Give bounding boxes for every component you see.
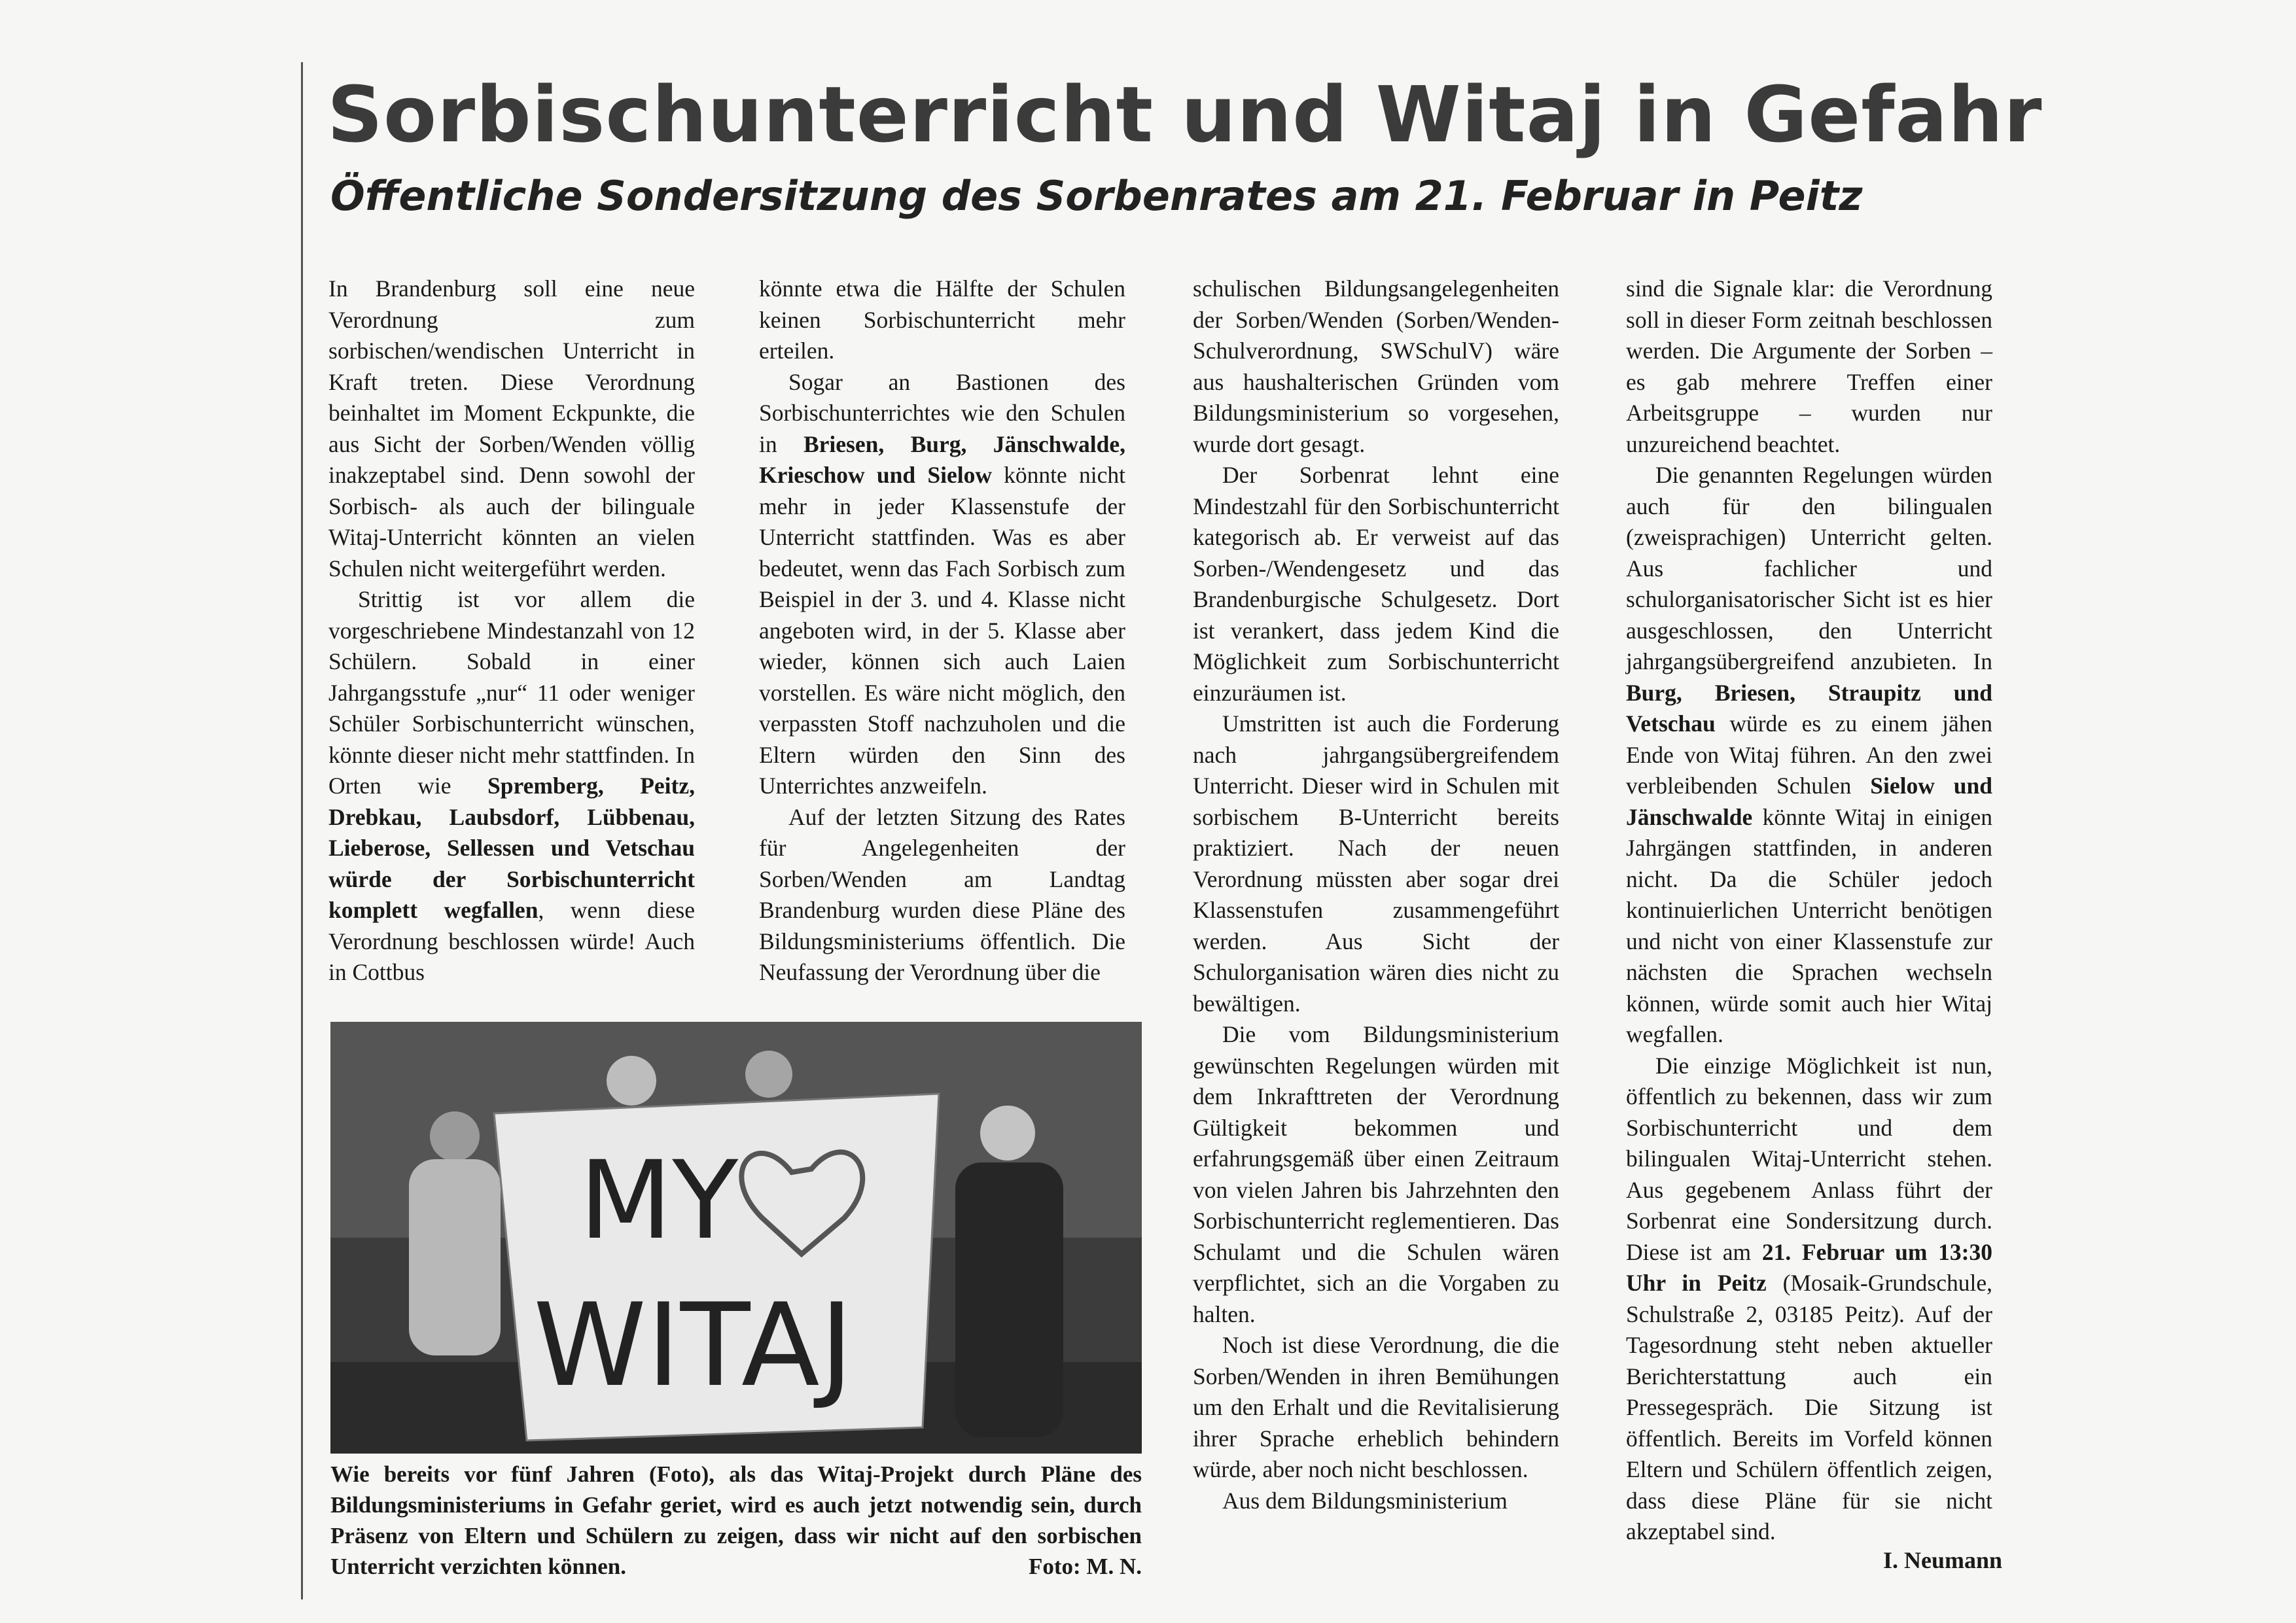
paragraph: Noch ist diese Verordnung, die die Sorben/Wenden in ihren Bemühungen um den Erhalt und die Revitalisierung ihrer Sprache erheblich behindern würde, aber noch nicht beschlossen.	[1193, 1332, 1559, 1482]
paragraph: Umstritten ist auch die Forderung nach jahrgangsübergreifendem Unterricht. Dieser wird in Schulen mit sorbischem B-Unterricht bereits praktiziert. Nach der neuen Verordnung müssten aber sogar drei Klassenstufen zusammengeführt werden. Aus Sicht der Schulorganisation wären dies nicht zu bewältigen.	[1193, 710, 1559, 1017]
paragraph: Strittig ist vor allem die vorgeschriebene Mindestanzahl von 12 Schülern. Sobald in einer Jahrgangsstufe „nur“ 11 oder weniger Schüler Sorbischunterricht wünschen, könnte dieser nicht mehr stattfinden. In Orten wie Spremberg, Peitz, Drebkau, Laubsdorf, Lübbenau, Lieberose, Sellessen und Vetschau würde der Sorbischunterricht komplett wegfallen, wenn diese Verordnung beschlossen würde! Auch in Cottbus	[328, 586, 695, 985]
photo	[330, 1022, 1142, 1454]
paragraph: Aus dem Bildungsministerium	[1222, 1487, 1508, 1514]
paragraph: Auf der letzten Sitzung des Rates für Angelegenheiten der Sorben/Wenden am Landtag Brandenburg wurden diese Pläne des Bildungsministeriums öffentlich. Die Neufassung der Verordnung über die	[759, 803, 1125, 985]
photo-credit: Foto: M. N.	[1028, 1554, 1142, 1579]
author-signature: I. Neumann	[1882, 1547, 2002, 1573]
article-column-3	[1193, 273, 1559, 1582]
subheadline: Öffentliche Sondersitzung des Sorbenrates am 21. Februar in Peitz	[330, 172, 1863, 220]
article-column-4	[1626, 273, 1992, 1548]
paragraph: Der Sorbenrat lehnt eine Mindestzahl für den Sorbischunterricht kategorisch ab. Er verweist auf das Sorben-/Wendengesetz und das Brandenburgische Schulgesetz. Dort ist verankert, dass jedem Kind die Möglichkeit zum Sorbischunterricht einzuräumen ist.	[1193, 462, 1559, 706]
caption-text: Wie bereits vor fünf Jahren (Foto), als das Witaj-Projekt durch Pläne des Bildungsministeriums in Gefahr geriet, wird es auch jetzt notwendig sein, durch Präsenz von Eltern und Schülern zu zeigen, dass wir nicht auf den sorbischen Unterricht verzichten können.	[330, 1461, 1142, 1579]
article-column-2	[759, 273, 1125, 988]
paragraph: sind die Signale klar: die Verordnung soll in dieser Form zeitnah beschlossen werden. Die Argumente der Sorben – es gab mehrere Treffen einer Arbeitsgruppe – wurden nur unzureichend beachtet.	[1626, 275, 1992, 457]
paragraph: Die einzige Möglichkeit ist nun, öffentlich zu bekennen, dass wir zum Sorbischunterricht und dem bilingualen Witaj-Unterricht stehen. Aus gegebenem Anlass führt der Sorbenrat eine Sondersitzung durch. Diese ist am 21. Februar um 13:30 Uhr in Peitz (Mosaik-Grundschule, Schulstraße 2, 03185 Peitz). Auf der Tagesordnung steht neben aktueller Berichterstattung auch ein Pressegespräch. Die Sitzung ist öffentlich. Bereits im Vorfeld können Eltern und Schülern öffentlich zeigen, dass diese Pläne für sie nicht akzeptabel sind.	[1626, 1052, 1992, 1544]
paragraph: könnte etwa die Hälfte der Schulen keinen Sorbischunterricht mehr erteilen.	[759, 275, 1125, 364]
paragraph: Die genannten Regelungen würden auch für den bilingualen (zweisprachigen) Unterricht gelten. Aus fachlicher und schulorganisatorischer Sicht ist es hier ausgeschlossen, den Unterricht jahrgangsübergreifend anzubieten. In Burg, Briesen, Straupitz und Vetschau würde es zu einem jähen Ende von Witaj führen. An den zwei verbleibenden Schulen Sielow und Jänschwalde könnte Witaj in einigen Jahrgängen stattfinden, in anderen nicht. Da die Schüler jedoch kontinuierlichen Unterricht benötigen und nicht von einer Klassenstufe zur nächsten die Sprachen wechseln können, würde somit auch hier Witaj wegfallen.	[1626, 462, 1992, 1047]
margin-rule	[301, 62, 303, 1599]
paragraph: schulischen Bildungsangelegenheiten der Sorben/Wenden (Sorben/Wenden-Schulverordnung, SWSchulV) wäre aus haushalterischen Gründen vom Bildungsministerium so vorgesehen, wurde dort gesagt.	[1193, 275, 1559, 457]
paragraph: Die vom Bildungsministerium gewünschten Regelungen würden mit dem Inkrafttreten der Verordnung Gültigkeit bekommen und erfahrungsgemäß über einen Zeitraum von vielen Jahren bis Jahrzehnten den Sorbischunterricht reglementieren. Das Schulamt und die Schulen wären verpflichtet, sich an die Vorgaben zu halten.	[1193, 1021, 1559, 1327]
banner-text-line1: MY	[579, 1138, 739, 1263]
banner-text-line2: WITAJ	[533, 1280, 854, 1412]
paragraph: Sogar an Bastionen des Sorbischunterrichtes wie den Schulen in Briesen, Burg, Jänschwalde, Krieschow und Sielow könnte nicht mehr in jeder Klassenstufe der Unterricht stattfinden. Was es aber bedeutet, wenn das Fach Sorbisch zum Beispiel in der 3. und 4. Klasse nicht angeboten wird, in der 5. Klasse aber wieder, können sich auch Laien vorstellen. Es wäre nicht möglich, den verpassten Stoff nachzuholen und die Eltern würden den Sinn des Unterrichtes anzweifeln.	[759, 368, 1125, 799]
article-column-1	[328, 273, 695, 988]
headline: Sorbischunterricht und Witaj in Gefahr	[327, 69, 2043, 160]
photo-caption	[330, 1459, 1142, 1582]
paragraph: In Brandenburg soll eine neue Verordnung zum sorbischen/wendischen Unterricht in Kraft treten. Diese Verordnung beinhaltet im Moment Eckpunkte, die aus Sicht der Sorben/Wenden völlig inakzeptabel sind. Denn sowohl der Sorbisch- als auch der bilinguale Witaj-Unterricht könnten an vielen Schulen nicht weitergeführt werden.	[328, 275, 695, 582]
photo-illustration	[330, 1022, 1142, 1454]
